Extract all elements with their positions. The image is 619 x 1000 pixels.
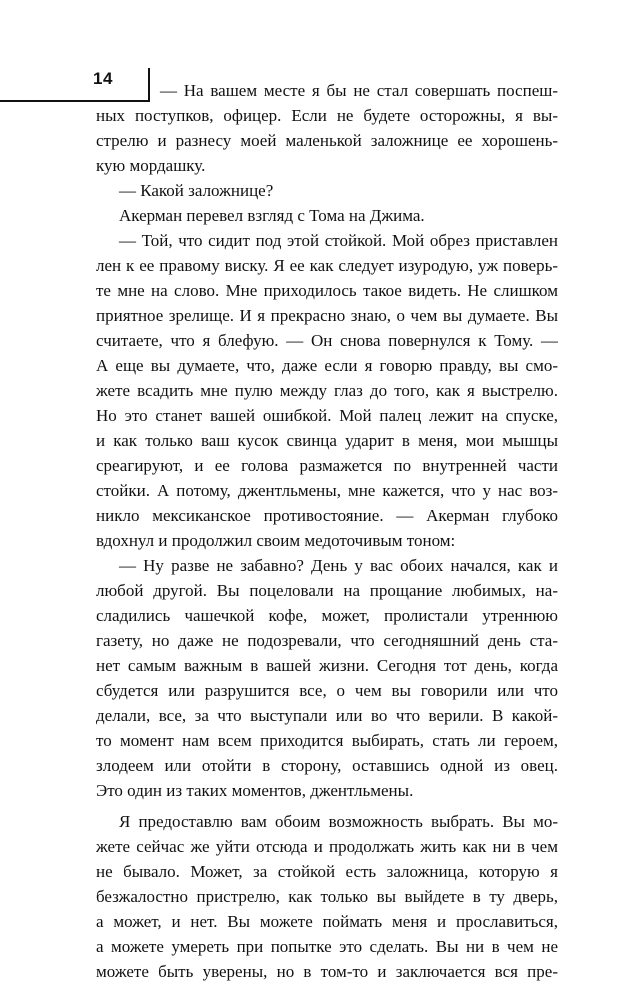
text-line: среагируют, и ее голова размажется по внутренней части (96, 456, 558, 475)
text-line: стойки. А потому, джентльмены, мне кажется, что у нас воз- (96, 481, 558, 500)
text-line: — На вашем месте я бы не стал совершать поспеш- (160, 81, 558, 100)
text-line: никло мексиканское противостояние. — Акерман глубоко (96, 506, 558, 525)
text-line: вдохнул и продолжил своим медоточивым тоном: (96, 531, 456, 550)
text-line: Это один из таких моментов, джентльмены. (96, 781, 414, 800)
text-line: — Ну разве не забавно? День у вас обоих начался, как и (119, 556, 558, 575)
text-line: можете быть уверены, но в том-то и заключается вся пре- (96, 962, 558, 981)
text-line: любой другой. Вы поцеловали на прощание любимых, на- (96, 581, 558, 600)
text-line: Акерман перевел взгляд с Тома на Джима. (119, 206, 425, 225)
text-line: жете всадить мне пулю между глаз до того, как я выстрелю. (96, 381, 558, 400)
text-line: жете сейчас же уйти отсюда и продолжать жить как ни в чем (96, 837, 558, 856)
text-line: — Какой заложнице? (119, 181, 274, 200)
text-line: безжалостно пристрелю, как только вы выйдете в ту дверь, (96, 887, 558, 906)
text-line: сбудется или разрушится все, о чем вы говорили или что (96, 681, 558, 700)
page-number: 14 (93, 69, 113, 88)
text-line: делали, все, за что выступали или во что верили. В какой- (96, 706, 558, 725)
text-line: ных поступков, офицер. Если не будете осторожны, я вы- (96, 106, 558, 125)
text-line: а может, и нет. Вы можете поймать меня и прославиться, (96, 912, 558, 931)
text-line: то момент нам всем приходится выбирать, стать ли героем, (96, 731, 558, 750)
text-line: Я предоставлю вам обоим возможность выбрать. Вы мо- (119, 812, 558, 831)
text-line: сладились чашечкой кофе, может, пролистали утреннюю (96, 606, 558, 625)
text-line: Но это станет вашей ошибкой. Мой палец лежит на спуске, (96, 406, 558, 425)
text-line: злодеем или отойти в сторону, оставшись одной из овец. (96, 756, 558, 775)
text-line: приятное зрелище. И я прекрасно знаю, о чем вы думаете. Вы (96, 306, 558, 325)
text-line: кую мордашку. (96, 156, 206, 175)
text-line: не бывало. Может, за стойкой есть заложница, которую я (96, 862, 558, 881)
text-line: — Той, что сидит под этой стойкой. Мой обрез приставлен (119, 231, 558, 250)
text-line: и как только ваш кусок свинца ударит в меня, мои мышцы (96, 431, 558, 450)
body-text (96, 78, 558, 984)
text-line: те мне на слово. Мне приходилось такое видеть. Не слишком (96, 281, 558, 300)
text-line: а можете умереть при попытке это сделать. Вы ни в чем не (96, 937, 558, 956)
text-line: стрелю и разнесу моей маленькой заложнице ее хорошень- (96, 131, 558, 150)
text-line: газету, но даже не подозревали, что сегодняшний день ста- (96, 631, 558, 650)
text-line: А еще вы думаете, что, даже если я говорю правду, вы смо- (96, 356, 558, 375)
text-line: нет самым важным в вашей жизни. Сегодня тот день, когда (96, 656, 558, 675)
text-line: лен к ее правому виску. Я ее как следует изуродую, уж поверь- (96, 256, 558, 275)
text-line: считаете, что я блефую. — Он снова повернулся к Тому. — (96, 331, 558, 350)
